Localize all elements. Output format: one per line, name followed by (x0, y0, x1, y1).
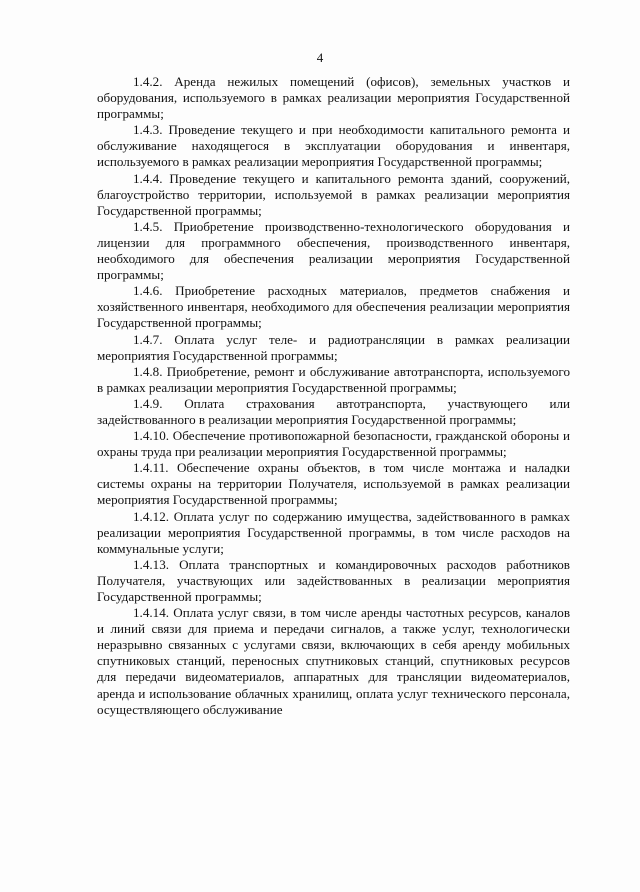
paragraph-1-4-2: 1.4.2. Аренда нежилых помещений (офисов), земельных участков и оборудования, используемого в рамках реализации мероприятия Государственной программы; (97, 74, 570, 122)
document-body (97, 74, 570, 718)
paragraph-1-4-3: 1.4.3. Проведение текущего и при необходимости капитального ремонта и обслуживание находящегося в эксплуатации оборудования и инвентаря, используемого в рамках реализации мероприятия Государственной программы; (97, 122, 570, 170)
paragraph-1-4-7: 1.4.7. Оплата услуг теле- и радиотрансляции в рамках реализации мероприятия Государственной программы; (97, 331, 570, 363)
page-number: 4 (316, 50, 324, 65)
paragraph-1-4-5: 1.4.5. Приобретение производственно-технологического оборудования и лицензии для программного обеспечения, производственного инвентаря, необходимого для обеспечения реализации мероприятия Государственной программы; (97, 218, 570, 283)
paragraph-1-4-10: 1.4.10. Обеспечение противопожарной безопасности, гражданской обороны и охраны труда при реализации мероприятия Государственной программы; (97, 428, 570, 460)
paragraph-1-4-13: 1.4.13. Оплата транспортных и командировочных расходов работников Получателя, участвующих или задействованных в реализации мероприятия Государственной программы; (97, 556, 570, 604)
paragraph-1-4-11: 1.4.11. Обеспечение охраны объектов, в том числе монтажа и наладки системы охраны на территории Получателя, используемой в рамках реализации мероприятия Государственной программы; (97, 460, 570, 508)
paragraph-1-4-12: 1.4.12. Оплата услуг по содержанию имущества, задействованного в рамках реализации мероприятия Государственной программы, в том числе расходов на коммунальные услуги; (97, 508, 570, 556)
paragraph-1-4-4: 1.4.4. Проведение текущего и капитального ремонта зданий, сооружений, благоустройство территории, используемой в рамках реализации мероприятия Государственной программы; (97, 170, 570, 218)
paragraph-1-4-9: 1.4.9. Оплата страхования автотранспорта, участвующего или задействованного в реализации мероприятия Государственной программы; (97, 395, 570, 427)
paragraph-1-4-6: 1.4.6. Приобретение расходных материалов, предметов снабжения и хозяйственного инвентаря, необходимого для обеспечения реализации мероприятия Государственной программы; (97, 283, 570, 331)
paragraph-1-4-8: 1.4.8. Приобретение, ремонт и обслуживание автотранспорта, используемого в рамках реализации мероприятия Государственной программы; (97, 363, 570, 395)
paragraph-1-4-14: 1.4.14. Оплата услуг связи, в том числе аренды частотных ресурсов, каналов и линий связи для приема и передачи сигналов, а также услуг, технологически неразрывно связанных с услугами связи, включающих в себя аренду мобильных спутниковых станций, переносных спутниковых станций, спутниковых ресурсов для передачи видеоматериалов, аппаратных для трансляции видеоматериалов, аренда и использование облачных хранилищ, оплата услуг технического персонала, осуществляющего обслуживание (97, 605, 570, 717)
